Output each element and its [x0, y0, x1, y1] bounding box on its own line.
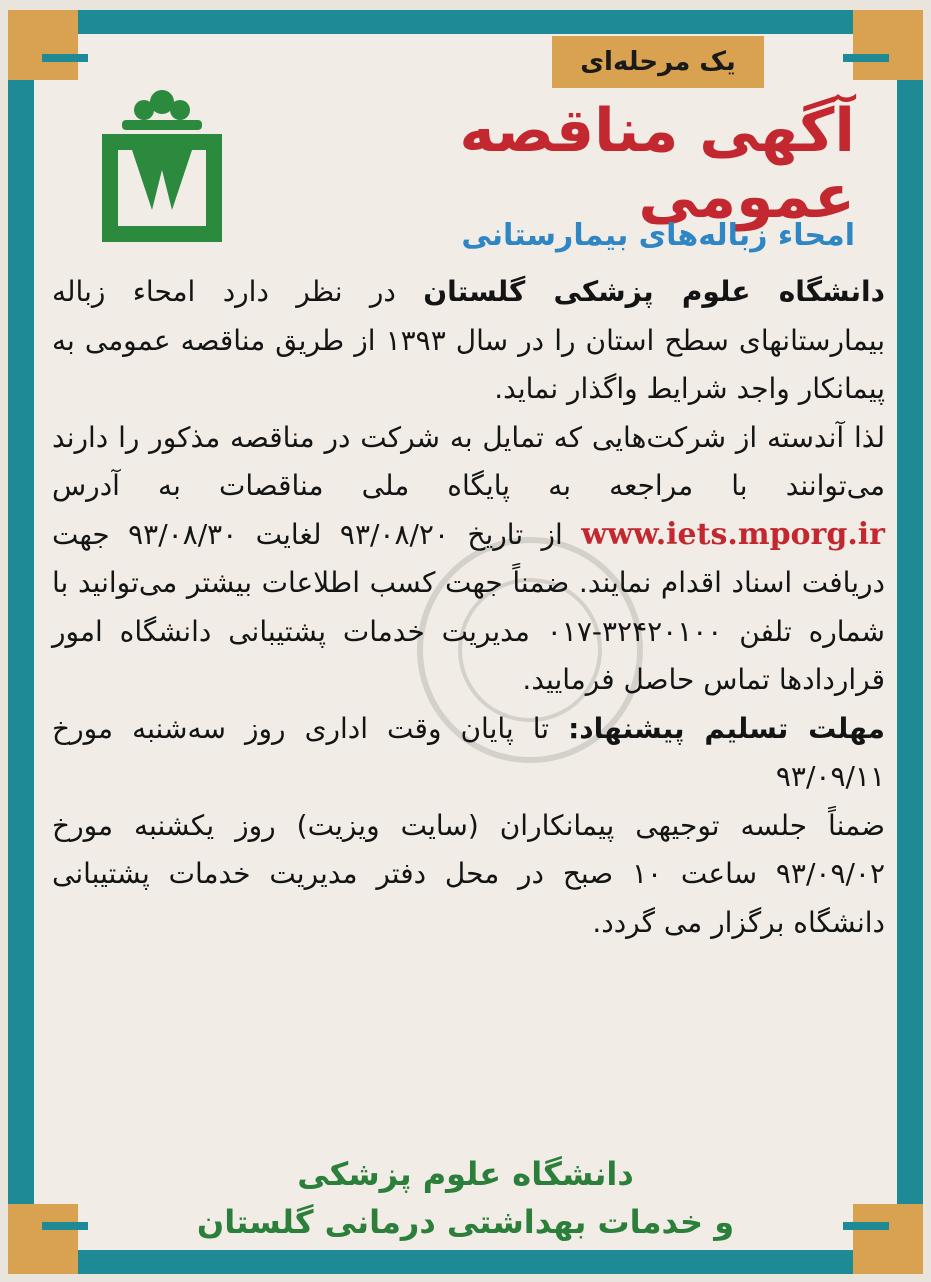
deadline-label: مهلت تسلیم پیشنهاد: [568, 711, 885, 745]
footer-line-2: و خدمات بهداشتی درمانی گلستان [196, 1203, 735, 1241]
ad-footer [60, 1150, 871, 1246]
documents-text-1: لذا آندسته از شرکت‌هایی که تمایل به شرکت در مناقصه مذکور را دارند می‌توانند با مراجعه به پایگاه ملی مناقصات به آدرس [52, 420, 885, 502]
intro-text: در نظر دارد امحاء زباله بیمارستانهای سطح استان را در سال ۱۳۹۳ از طریق مناقصه عمومی به پیمانکار واجد شرایط واگذار نماید. [52, 275, 885, 405]
paragraph-site-visit [52, 802, 885, 948]
frame-top [40, 10, 891, 34]
documents-text-2: از تاریخ ۹۳/۰۸/۲۰ لغایت ۹۳/۰۸/۳۰ جهت دریافت اسناد اقدام نمایند. ضمناً جهت کسب اطلاعات بیشتر می‌توانید با شماره تلفن ۳۲۴۲۰۱۰۰-۰۱۷ مدیریت خدمات پشتیبانی دانشگاه امور قراردادها تماس حاصل فرمایید. [52, 517, 885, 696]
frame-corner-top-right [853, 10, 923, 80]
footer-line-1: دانشگاه علوم پزشکی [297, 1155, 634, 1193]
ad-body [52, 268, 885, 947]
ad-subtitle: امحاء زباله‌های بیمارستانی [461, 218, 855, 253]
tender-portal-link[interactable]: www.iets.mporg.ir [581, 516, 885, 552]
organization-name: دانشگاه علوم پزشکی گلستان [423, 275, 885, 308]
stage-badge: یک مرحله‌ای [552, 36, 764, 88]
paragraph-intro [52, 268, 885, 414]
frame-corner-top-left [8, 10, 78, 80]
deadline-text: تا پایان وقت اداری روز سه‌شنبه مورخ ۹۳/۰۹/۱۱ [52, 711, 885, 793]
frame-bottom [40, 1250, 891, 1274]
ad-title: آگهی مناقصه عمومی [459, 96, 855, 232]
frame-right [897, 40, 923, 1242]
paragraph-deadline [52, 705, 885, 802]
paragraph-documents [52, 414, 885, 705]
university-emblem-icon [98, 86, 226, 242]
frame-left [8, 40, 34, 1242]
site-visit-text: ضمناً جلسه توجیهی پیمانکاران (سایت ویزیت) روز یکشنبه مورخ ۹۳/۰۹/۰۲ ساعت ۱۰ صبح در محل دفتر مدیریت خدمات پشتیبانی دانشگاه برگزار می گردد. [52, 808, 885, 939]
